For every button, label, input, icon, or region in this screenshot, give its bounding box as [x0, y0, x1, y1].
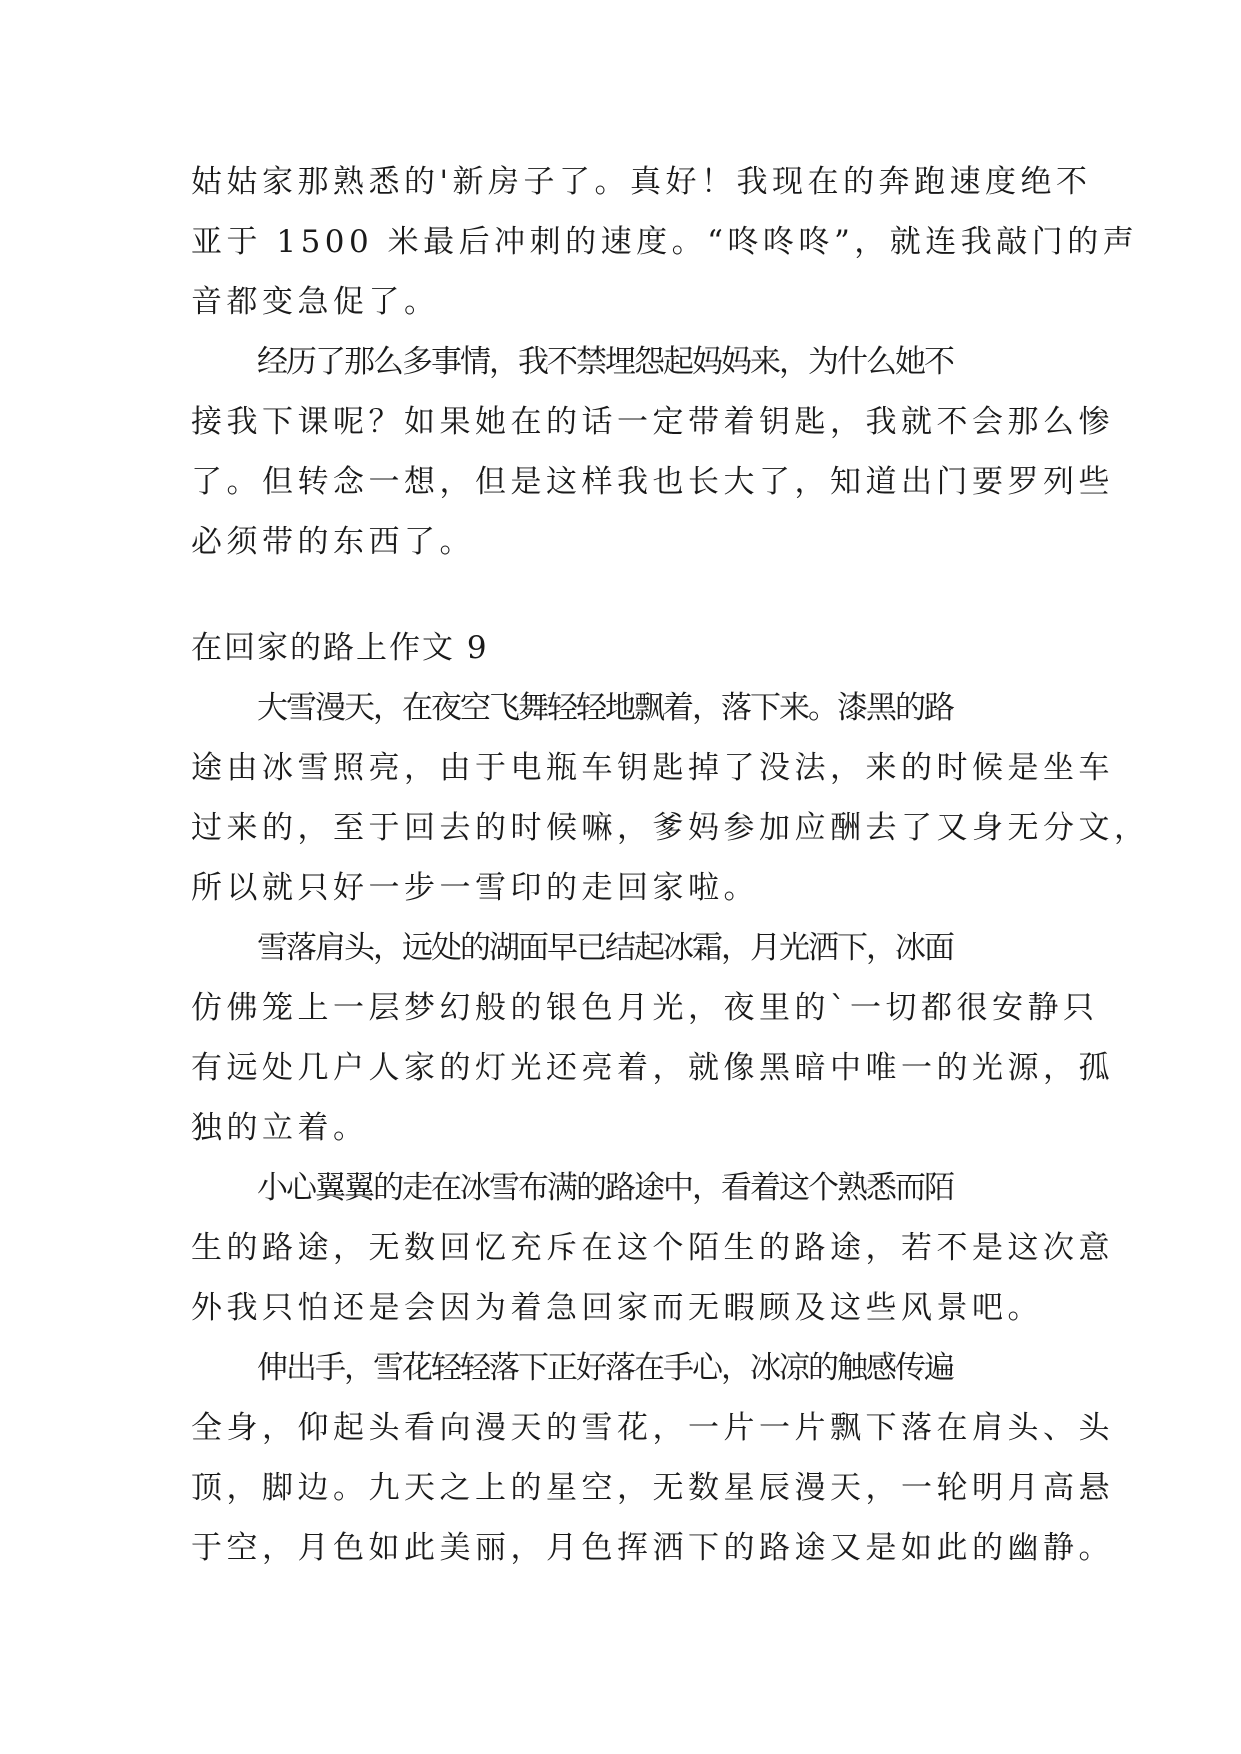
text-line: 音都变急促了。: [191, 284, 440, 320]
text-line: 生的路途，无数回忆充斥在这个陌生的路途，若不是这次意: [191, 1230, 1114, 1266]
text-line: 全身，仰起头看向漫天的雪花，一片一片飘下落在肩头、头: [191, 1410, 1114, 1446]
text-line: 仿佛笼上一层梦幻般的银色月光，夜里的`一切都很安静只: [191, 990, 1099, 1026]
text-line: 经历了那么多事情，我不禁埋怨起妈妈来，为什么她不: [257, 344, 953, 380]
text-line: 大雪漫天，在夜空飞舞轻轻地飘着，落下来。漆黑的路: [257, 690, 953, 726]
text-line: 途由冰雪照亮，由于电瓶车钥匙掉了没法，来的时候是坐车: [191, 750, 1114, 786]
text-line: 了。但转念一想，但是这样我也长大了，知道出门要罗列些: [191, 464, 1114, 500]
text-line: 于空，月色如此美丽，月色挥洒下的路途又是如此的幽静。: [191, 1530, 1114, 1566]
text-line: 独的立着。: [191, 1110, 369, 1146]
text-line: 顶，脚边。九天之上的星空，无数星辰漫天，一轮明月高悬: [191, 1470, 1114, 1506]
text-line: 必须带的东西了。: [191, 524, 475, 560]
text-line: 雪落肩头，远处的湖面早已结起冰霜，月光洒下，冰面: [257, 930, 953, 966]
text-line: 伸出手，雪花轻轻落下正好落在手心，冰凉的触感传遍: [257, 1350, 953, 1386]
text-line: 所以就只好一步一雪印的走回家啦。: [191, 870, 759, 906]
text-line: 过来的，至于回去的时候嘛，爹妈参加应酬去了又身无分文，: [191, 810, 1150, 846]
text-line: 小心翼翼的走在冰雪布满的路途中，看着这个熟悉而陌: [257, 1170, 953, 1206]
text-line: 外我只怕还是会因为着急回家而无暇顾及这些风景吧。: [191, 1290, 1043, 1326]
section-title: 在回家的路上作文 9: [191, 630, 489, 666]
text-line: 亚于 1500 米最后冲刺的速度。“咚咚咚”，就连我敲门的声: [191, 224, 1139, 260]
text-line: 姑姑家那熟悉的'新房子了。真好！我现在的奔跑速度绝不: [191, 164, 1092, 200]
text-line: 有远处几户人家的灯光还亮着，就像黑暗中唯一的光源，孤: [191, 1050, 1114, 1086]
text-line: 接我下课呢？如果她在的话一定带着钥匙，我就不会那么惨: [191, 404, 1114, 440]
